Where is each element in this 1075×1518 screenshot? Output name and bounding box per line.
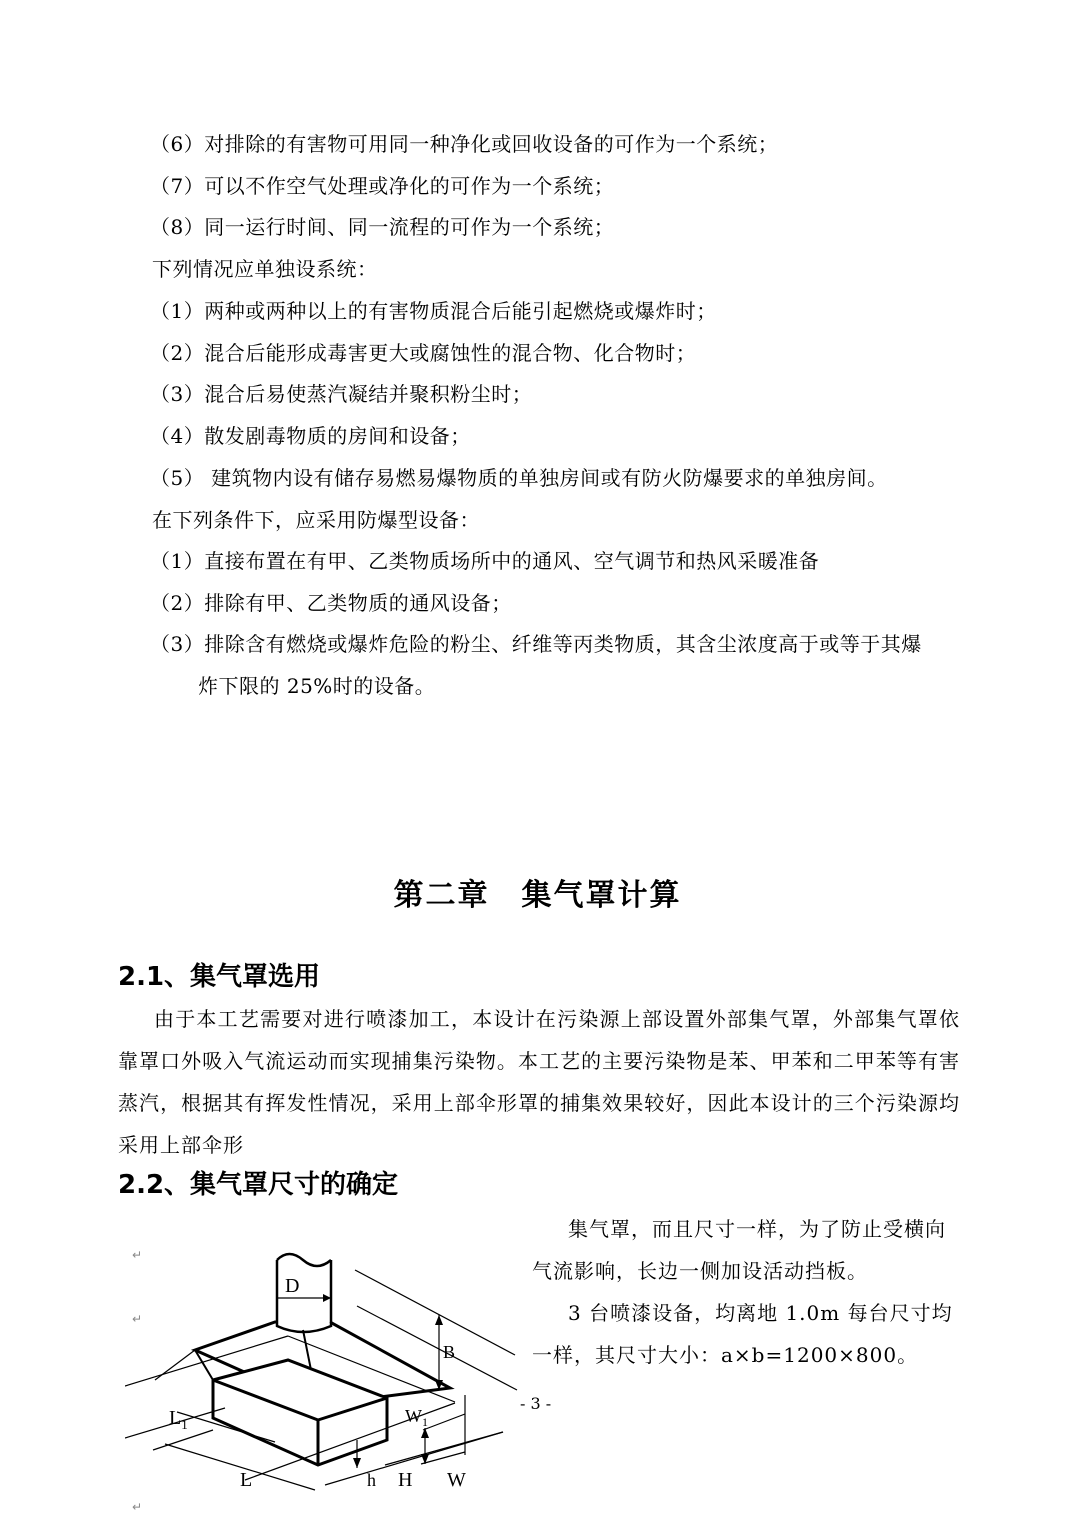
section-paragraph: 由于本工艺需要对进行喷漆加工，本设计在污染源上部设置外部集气罩，外部集气罩依靠罩口外吸入气流运动而实现捕集污染物。本工艺的主要污染物是苯、甲苯和二甲苯等有害蒸汽，根据其有挥发性情况，采用上部伞形罩的捕集效果较好，因此本设计的三个污染源均采用上部伞形 (118, 1007, 960, 1157)
page-number: - 3 - (520, 1394, 552, 1413)
label-h: H (398, 1469, 413, 1491)
side-paragraph: 集气罩，而且尺寸一样，为了防止受横向气流影响，长边一侧加设活动挡板。 (532, 1217, 946, 1283)
return-mark: ↵ (132, 1312, 143, 1326)
label-h-small: h (367, 1470, 376, 1490)
chapter-title: 第二章 集气罩计算 (393, 878, 682, 913)
list-item: （1）两种或两种以上的有害物质混合后能引起燃烧或爆炸时； (150, 299, 717, 323)
list-item: （2）混合后能形成毒害更大或腐蚀性的混合物、化合物时； (150, 341, 697, 365)
subheading-explosion-proof: 在下列条件下，应采用防爆型设备： (152, 508, 480, 532)
label-l1: $L_1$ (169, 1407, 188, 1432)
side-paragraph: 3 台喷漆设备，均离地 1.0m 每台尺寸均一样，其尺寸大小：a×b=1200×800。 (532, 1301, 953, 1367)
section-title: 2.1、集气罩选用 (118, 962, 321, 992)
list-item: （3）排除含有燃烧或爆炸危险的粉尘、纤维等丙类物质，其含尘浓度高于或等于其爆 (150, 632, 922, 656)
return-mark: ↵ (132, 1248, 143, 1262)
list-item: （6）对排除的有害物可用同一种净化或回收设备的可作为一个系统； (150, 132, 779, 156)
list-item: （8）同一运行时间、同一流程的可作为一个系统； (150, 215, 615, 239)
label-l: L (240, 1469, 253, 1491)
label-w1: $W_1$ (405, 1406, 428, 1429)
label-d: D (285, 1275, 300, 1297)
section-title: 2.2、集气罩尺寸的确定 (118, 1170, 399, 1200)
label-b: B (443, 1342, 456, 1362)
list-item: （4）散发剧毒物质的房间和设备； (150, 424, 471, 448)
label-w: W (447, 1469, 466, 1491)
return-mark: ↵ (132, 1500, 143, 1514)
list-item: （7）可以不作空气处理或净化的可作为一个系统； (150, 174, 615, 198)
subheading-separate-systems: 下列情况应单独设系统： (152, 257, 378, 281)
list-item-continuation: 炸下限的 25%时的设备。 (198, 674, 436, 698)
list-item: （5） 建筑物内设有储存易燃易爆物质的单独房间或有防火防爆要求的单独房间。 (150, 466, 888, 490)
list-item: （2）排除有甲、乙类物质的通风设备； (150, 591, 512, 615)
list-item: （3）混合后易使蒸汽凝结并聚积粉尘时； (150, 382, 533, 406)
hood-diagram (125, 1240, 525, 1512)
list-item: （1）直接布置在有甲、乙类物质场所中的通风、空气调节和热风采暖准备 (150, 549, 820, 573)
